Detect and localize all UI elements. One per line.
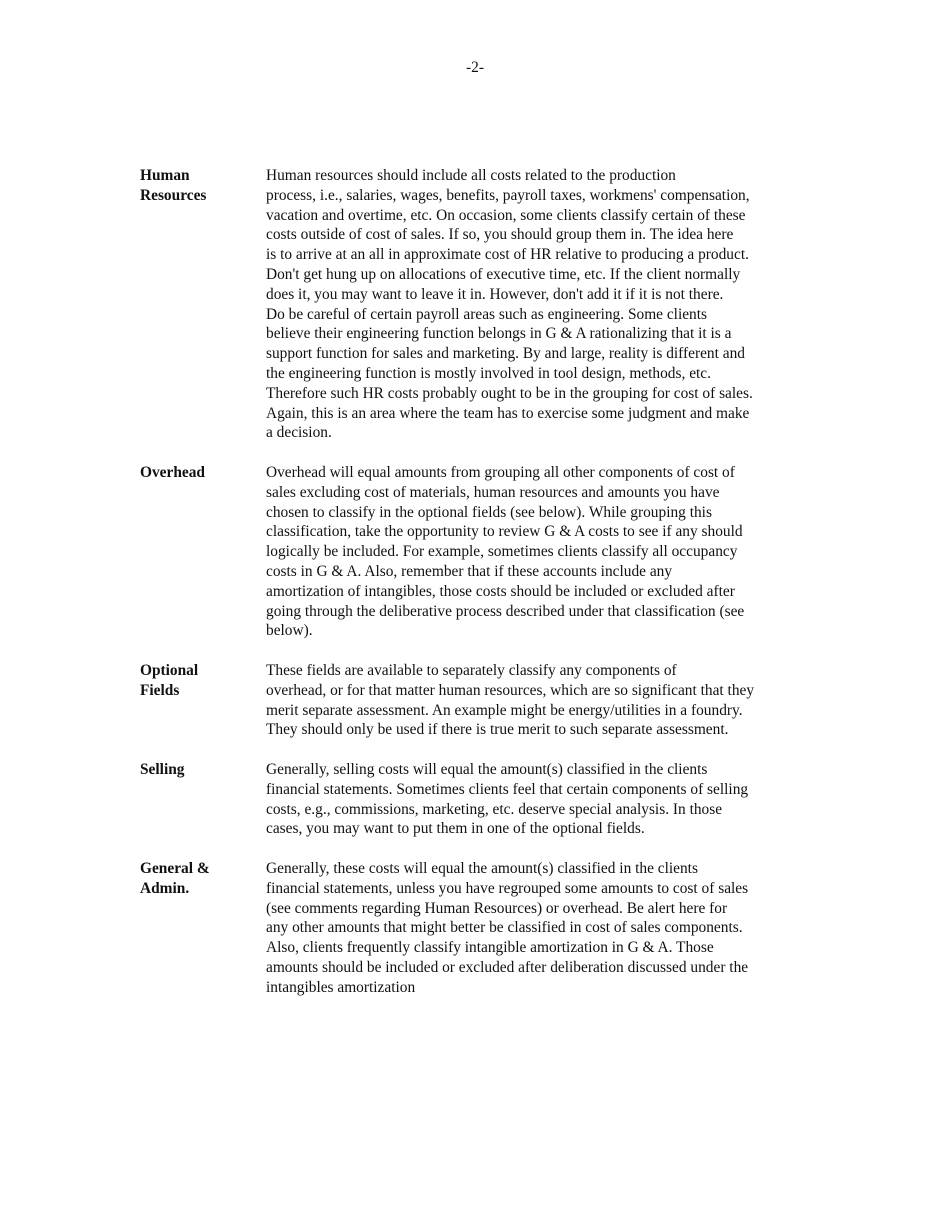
description-line: process, i.e., salaries, wages, benefits, payroll taxes, workmens' compensation, [266, 186, 750, 204]
term-line: Overhead [140, 464, 205, 481]
description-line: Generally, these costs will equal the amount(s) classified in the clients [266, 860, 698, 877]
section-general-admin [140, 859, 820, 998]
description-line: They should only be used if there is true merit to such separate assessment. [266, 721, 729, 739]
description-line: believe their engineering function belongs in G & A rationalizing that it is a [266, 325, 732, 343]
section-description [266, 661, 814, 740]
description-line: financial statements, unless you have regrouped some amounts to cost of sales [266, 879, 749, 897]
section-optional-fields [140, 661, 820, 740]
description-line: intangibles amortization [266, 978, 416, 996]
description-line: overhead, or for that matter human resources, which are so significant that they [266, 681, 755, 699]
description-line: vacation and overtime, etc. On occasion, some clients classify certain of these [266, 206, 746, 224]
description-line: chosen to classify in the optional fields (see below). While grouping this [266, 503, 712, 521]
description-line: the engineering function is mostly involved in tool design, methods, etc. [266, 364, 711, 382]
term-line: Optional [140, 662, 199, 679]
term-line: General & [140, 860, 210, 877]
description-line: amortization of intangibles, those costs should be included or excluded after [266, 582, 735, 600]
description-line: is to arrive at an all in approximate cost of HR relative to producing a product. [266, 246, 749, 264]
section-term [140, 661, 258, 701]
description-line: sales excluding cost of materials, human resources and amounts you have [266, 483, 720, 501]
section-description [266, 463, 814, 641]
description-line: support function for sales and marketing. By and large, reality is different and [266, 345, 745, 363]
description-line: going through the deliberative process described under that classification (see [266, 602, 745, 620]
description-line: Therefore such HR costs probably ought to be in the grouping for cost of sales. [266, 384, 753, 402]
description-line: Do be careful of certain payroll areas such as engineering. Some clients [266, 305, 708, 323]
term-line: Fields [140, 681, 180, 699]
page-number: -2- [466, 59, 484, 76]
description-line: Don't get hung up on allocations of executive time, etc. If the client normally [266, 265, 741, 283]
description-line: logically be included. For example, sometimes clients classify all occupancy [266, 543, 738, 561]
description-line: financial statements. Sometimes clients feel that certain components of selling [266, 780, 749, 798]
description-line: any other amounts that might better be classified in cost of sales components. [266, 919, 743, 937]
description-line: below). [266, 622, 313, 640]
section-description [266, 760, 814, 839]
description-line: Generally, selling costs will equal the amount(s) classified in the clients [266, 761, 708, 778]
description-line: amounts should be included or excluded after deliberation discussed under the [266, 958, 749, 976]
description-line: costs, e.g., commissions, marketing, etc. deserve special analysis. In those [266, 800, 723, 818]
description-line: Also, clients frequently classify intangible amortization in G & A. Those [266, 939, 714, 957]
description-line: does it, you may want to leave it in. However, don't add it if it is not there. [266, 285, 724, 303]
term-line: Selling [140, 761, 185, 778]
description-line: cases, you may want to put them in one of the optional fields. [266, 820, 645, 838]
section-selling [140, 760, 820, 839]
description-line: costs outside of cost of sales. If so, you should group them in. The idea here [266, 226, 734, 244]
description-line: Again, this is an area where the team has to exercise some judgment and make [266, 404, 750, 422]
section-term [140, 463, 258, 483]
description-line: These fields are available to separately classify any components of [266, 662, 677, 679]
term-line: Resources [140, 186, 207, 204]
description-line: a decision. [266, 424, 332, 442]
description-line: Human resources should include all costs related to the production [266, 167, 676, 184]
description-line: costs in G & A. Also, remember that if these accounts include any [266, 562, 673, 580]
section-term [140, 166, 258, 206]
description-line: (see comments regarding Human Resources) or overhead. Be alert here for [266, 899, 728, 917]
section-term [140, 859, 258, 899]
description-line: classification, take the opportunity to review G & A costs to see if any should [266, 523, 743, 541]
section-term [140, 760, 258, 780]
term-line: Human [140, 167, 190, 184]
section-human-resources [140, 166, 820, 443]
term-line: Admin. [140, 879, 190, 897]
description-line: merit separate assessment. An example might be energy/utilities in a foundry. [266, 701, 743, 719]
section-overhead [140, 463, 820, 641]
section-description [266, 166, 814, 443]
description-line: Overhead will equal amounts from grouping all other components of cost of [266, 464, 735, 481]
section-description [266, 859, 814, 998]
